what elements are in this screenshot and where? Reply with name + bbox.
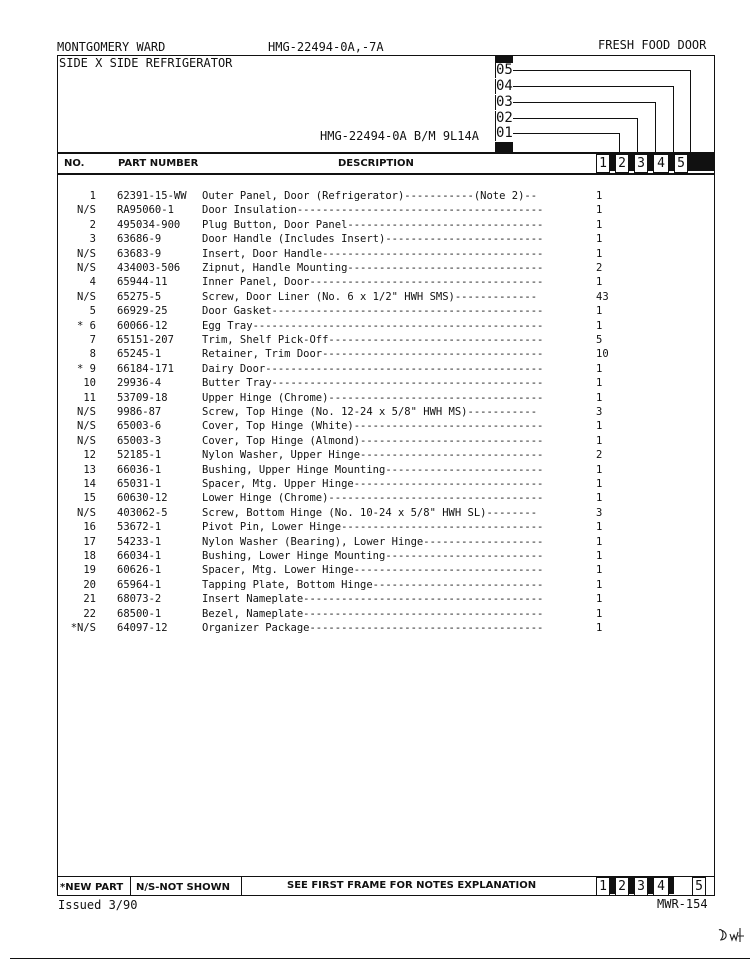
part-row (60, 304, 620, 318)
part-description: Bushing, Lower Hinge Mounting------------------------- (202, 550, 544, 562)
part-row (60, 376, 620, 390)
version-box-04: 04 (496, 78, 513, 94)
version-box-03: 03 (496, 94, 513, 110)
part-description: Trim, Shelf Pick-Off---------------------------------- (202, 334, 544, 346)
part-description: Organizer Package------------------------------------- (202, 622, 544, 634)
item-number: 18 (83, 550, 96, 562)
part-row (60, 607, 620, 621)
quantity: 1 (596, 305, 603, 318)
page-code: MWR-154 (657, 897, 708, 911)
notes-reference: SEE FIRST FRAME FOR NOTES EXPLANATION (287, 880, 537, 891)
quantity: 1 (596, 247, 603, 260)
part-row (60, 347, 620, 361)
quantity: 1 (596, 434, 603, 447)
part-description: Insert Nameplate-------------------------------------- (202, 593, 544, 606)
item-number: 13 (83, 463, 96, 476)
quantity: 1 (596, 190, 603, 202)
part-row (60, 203, 620, 217)
part-row (60, 477, 620, 491)
part-description: Dairy Door-------------------------------------------- (202, 362, 544, 375)
part-row (60, 506, 620, 520)
part-row (60, 434, 620, 448)
part-number: 65944-11 (117, 276, 168, 289)
quantity: 1 (596, 478, 603, 490)
footer-qty-column-1: 1 (596, 877, 610, 896)
part-number: 63683-9 (117, 247, 162, 260)
leader-line-05 (513, 70, 690, 71)
part-number: 65151-207 (117, 334, 174, 346)
part-description: Inner Panel, Door------------------------------------- (202, 276, 544, 289)
part-number: 60630-12 (117, 492, 168, 505)
quantity: 1 (596, 218, 603, 231)
legend-new-part: *NEW PART (60, 882, 124, 893)
part-description: Outer Panel, Door (Refrigerator)-----------(Note 2)-- (202, 190, 538, 202)
part-description: Lower Hinge (Chrome)---------------------------------- (202, 492, 544, 505)
part-number: 60066-12 (117, 319, 168, 332)
quantity: 1 (596, 233, 603, 246)
item-number: N/S (77, 434, 96, 447)
version-box-01: 01 (496, 125, 513, 141)
footer-divider (130, 876, 131, 896)
quantity: 1 (596, 319, 603, 332)
part-number: 66929-25 (117, 305, 168, 318)
quantity: 1 (596, 377, 603, 390)
item-number: N/S (77, 204, 96, 217)
part-number: 9986-87 (117, 406, 162, 418)
part-row (60, 275, 620, 289)
leader-line-03 (513, 102, 655, 103)
leader-drop-03 (655, 102, 656, 152)
part-description: Insert, Door Handle----------------------------------- (202, 247, 544, 260)
quantity: 1 (596, 593, 603, 606)
leader-drop-02 (637, 118, 638, 152)
item-number: 20 (83, 578, 96, 591)
issued-date: Issued 3/90 (58, 898, 138, 912)
part-description: Zipnut, Handle Mounting------------------------------- (202, 262, 544, 274)
part-description: Cover, Top Hinge (White)------------------------------ (202, 420, 544, 433)
item-number: 17 (83, 535, 96, 548)
item-number: N/S (77, 420, 96, 433)
quantity: 1 (596, 492, 603, 505)
leader-drop-04 (673, 86, 674, 152)
quantity: 1 (596, 362, 603, 375)
leader-drop-05 (690, 70, 691, 152)
part-number: 66184-171 (117, 362, 174, 375)
item-number: 21 (83, 593, 96, 606)
item-number: N/S (77, 247, 96, 260)
footer-qty-column-3: 3 (634, 877, 648, 896)
part-description: Door Handle (Includes Insert)------------------------- (202, 233, 544, 246)
part-row (60, 247, 620, 261)
quantity: 1 (596, 420, 603, 433)
item-number: 3 (89, 233, 96, 246)
quantity: 1 (596, 535, 603, 548)
model-number: HMG-22494-0A,-7A (268, 40, 384, 54)
item-number: *N/S (70, 622, 96, 634)
item-number: 11 (83, 391, 96, 404)
part-number: 29936-4 (117, 377, 162, 390)
part-number: 62391-15-WW (117, 190, 187, 202)
part-row (60, 232, 620, 246)
item-number: 19 (83, 564, 96, 577)
part-number: 53672-1 (117, 521, 162, 534)
part-number: 65245-1 (117, 348, 162, 361)
part-number: 68073-2 (117, 593, 162, 606)
part-description: Bushing, Upper Hinge Mounting------------------------- (202, 463, 544, 476)
part-number: 64097-12 (117, 622, 168, 634)
qty-separator (688, 154, 714, 171)
part-row (60, 549, 620, 563)
part-number: 403062-5 (117, 506, 168, 519)
part-description: Screw, Door Liner (No. 6 x 1/2" HWH SMS)------------- (202, 290, 538, 303)
part-number: 66034-1 (117, 550, 162, 562)
quantity: 1 (596, 622, 603, 634)
part-number: RA95060-1 (117, 204, 174, 217)
part-row (60, 333, 620, 347)
quantity: 2 (596, 262, 603, 274)
part-number: 60626-1 (117, 564, 162, 577)
product-subtitle: SIDE X SIDE REFRIGERATOR (59, 56, 233, 70)
part-number: 434003-506 (117, 262, 181, 274)
part-row (60, 290, 620, 304)
legend-not-shown: N/S-NOT SHOWN (136, 882, 231, 893)
item-number: 10 (83, 377, 96, 390)
quantity: 43 (596, 290, 609, 303)
part-row (60, 563, 620, 577)
part-row (60, 491, 620, 505)
part-description: Egg Tray---------------------------------------------- (202, 319, 544, 332)
quantity: 1 (596, 391, 603, 404)
qty-column-1: 1 (596, 154, 610, 173)
version-box-02: 02 (496, 110, 513, 126)
item-number: 22 (83, 607, 96, 620)
column-no: NO. (64, 158, 85, 169)
column-header-bottom-rule (57, 173, 715, 175)
part-row (60, 189, 620, 203)
part-description: Nylon Washer (Bearing), Lower Hinge------------------- (202, 535, 544, 548)
part-number: 53709-18 (117, 391, 168, 404)
bm-label: HMG-22494-0A B/M 9L14A (320, 129, 479, 143)
item-number: 5 (89, 305, 96, 318)
footer-qty-column-2: 2 (615, 877, 629, 896)
column-part-number: PART NUMBER (118, 158, 199, 169)
part-row (60, 391, 620, 405)
part-description: Nylon Washer, Upper Hinge----------------------------- (202, 449, 544, 462)
part-row (60, 319, 620, 333)
part-number: 52185-1 (117, 449, 162, 462)
item-number: 14 (83, 478, 96, 490)
section-title: FRESH FOOD DOOR (598, 38, 707, 52)
part-description: Upper Hinge (Chrome)---------------------------------- (202, 391, 544, 404)
leader-line-01 (513, 133, 619, 134)
part-description: Door Gasket------------------------------------------- (202, 305, 544, 318)
handwritten-initials (716, 924, 746, 948)
quantity: 3 (596, 506, 603, 519)
part-row (60, 362, 620, 376)
item-number: 8 (89, 348, 96, 361)
leader-drop-01 (619, 133, 620, 152)
item-number: 16 (83, 521, 96, 534)
part-row (60, 218, 620, 232)
part-number: 65031-1 (117, 478, 162, 490)
item-number: 15 (83, 492, 96, 505)
part-row (60, 405, 620, 419)
quantity: 1 (596, 463, 603, 476)
leader-line-04 (513, 86, 673, 87)
quantity: 3 (596, 406, 603, 418)
quantity: 1 (596, 276, 603, 289)
footer-divider (241, 876, 242, 896)
part-description: Bezel, Nameplate-------------------------------------- (202, 607, 544, 620)
part-number: 63686-9 (117, 233, 162, 246)
quantity: 1 (596, 550, 603, 562)
quantity: 1 (596, 564, 603, 577)
part-number: 54233-1 (117, 535, 162, 548)
column-description: DESCRIPTION (338, 158, 414, 169)
part-number: 66036-1 (117, 463, 162, 476)
part-row (60, 592, 620, 606)
part-description: Butter Tray------------------------------------------- (202, 377, 544, 390)
part-description: Pivot Pin, Lower Hinge-------------------------------- (202, 521, 544, 534)
part-description: Tapping Plate, Bottom Hinge--------------------------- (202, 578, 544, 591)
item-number: 7 (89, 334, 96, 346)
qty-column-3: 3 (634, 154, 648, 173)
qty-column-2: 2 (615, 154, 629, 173)
item-number: N/S (77, 290, 96, 303)
part-description: Plug Button, Door Panel------------------------------- (202, 218, 544, 231)
quantity: 1 (596, 578, 603, 591)
item-number: 4 (89, 276, 96, 289)
version-box-05: 05 (496, 62, 513, 78)
quantity: 1 (596, 607, 603, 620)
quantity: 5 (596, 334, 603, 346)
leader-line-02 (513, 118, 637, 119)
part-row (60, 535, 620, 549)
item-number: * 9 (77, 362, 96, 375)
page-bottom-rule (10, 958, 750, 959)
part-description: Cover, Top Hinge (Almond)----------------------------- (202, 434, 544, 447)
part-description: Retainer, Trim Door----------------------------------- (202, 348, 544, 361)
item-number: 12 (83, 449, 96, 462)
part-number: 65003-3 (117, 434, 162, 447)
version-column-bottom-mark (495, 142, 513, 152)
qty-column-4: 4 (653, 154, 669, 173)
quantity: 1 (596, 204, 603, 217)
quantity: 2 (596, 449, 603, 462)
footer-qty-column-4: 4 (653, 877, 669, 896)
part-description: Spacer, Mtg. Lower Hinge------------------------------ (202, 564, 544, 577)
part-number: 65275-5 (117, 290, 162, 303)
part-number: 495034-900 (117, 218, 181, 231)
part-row (60, 261, 620, 275)
part-number: 68500-1 (117, 607, 162, 620)
item-number: 2 (89, 218, 96, 231)
quantity: 10 (596, 348, 609, 361)
part-row (60, 448, 620, 462)
qty-separator (669, 877, 674, 894)
part-row (60, 621, 620, 635)
part-row (60, 463, 620, 477)
footer-qty-column-5: 5 (692, 877, 706, 896)
part-description: Door Insulation--------------------------------------- (202, 204, 544, 217)
item-number: 1 (89, 190, 96, 202)
part-row (60, 578, 620, 592)
part-row (60, 419, 620, 433)
item-number: N/S (77, 262, 96, 274)
part-number: 65964-1 (117, 578, 162, 591)
part-description: Spacer, Mtg. Upper Hinge------------------------------ (202, 478, 544, 490)
quantity: 1 (596, 521, 603, 534)
part-row (60, 520, 620, 534)
brand-name: MONTGOMERY WARD (57, 40, 166, 54)
qty-column-5: 5 (674, 154, 688, 173)
part-description: Screw, Bottom Hinge (No. 10-24 x 5/8" HWH SL)-------- (202, 506, 538, 519)
item-number: N/S (77, 506, 96, 519)
part-number: 65003-6 (117, 420, 162, 433)
part-description: Screw, Top Hinge (No. 12-24 x 5/8" HWH MS)----------- (202, 406, 538, 418)
item-number: N/S (77, 406, 96, 418)
item-number: * 6 (77, 319, 96, 332)
